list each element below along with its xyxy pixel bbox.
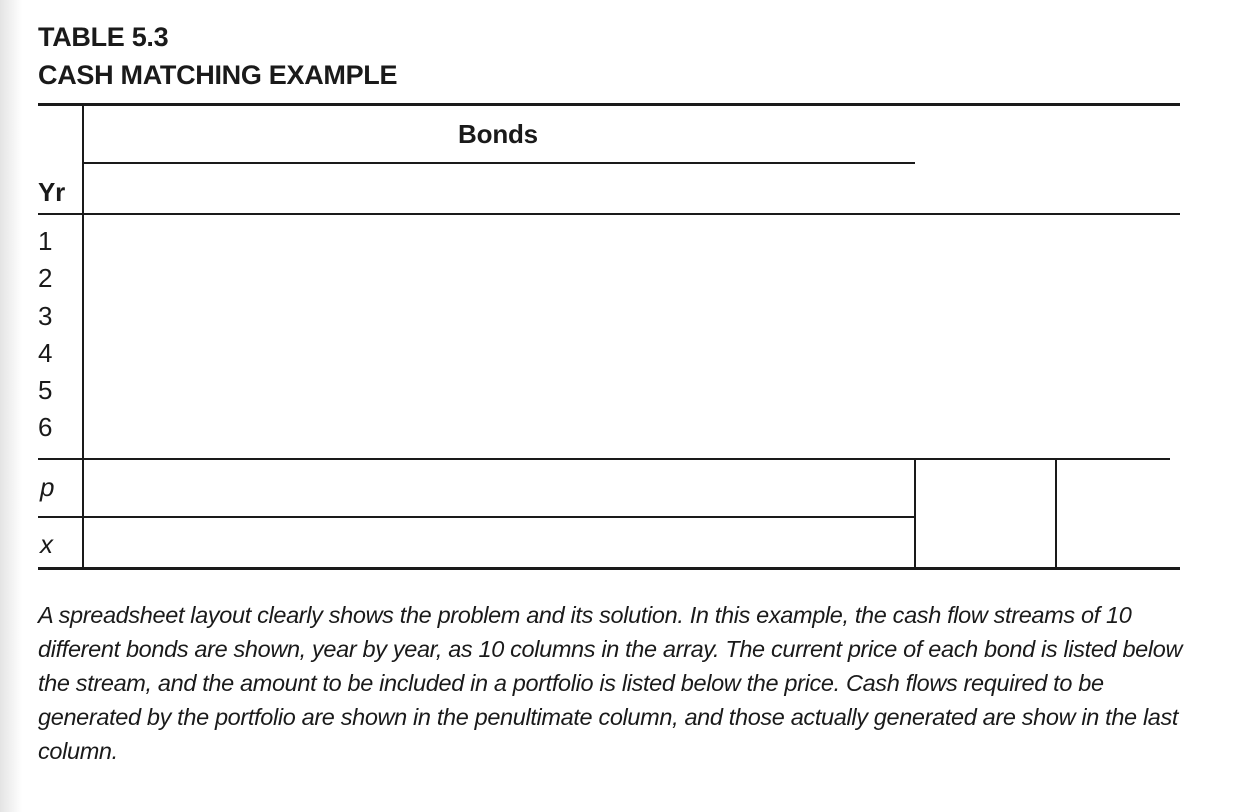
row-year: 6 <box>38 412 53 442</box>
row-year: 3 <box>38 301 53 331</box>
bonds-group-rule <box>83 162 915 164</box>
table-title: CASH MATCHING EXAMPLE <box>38 60 398 90</box>
price-row-label: p <box>40 472 55 502</box>
table-label: TABLE 5.3 <box>38 22 169 52</box>
reqd-actual-divider <box>1055 459 1057 568</box>
price-bottom-rule <box>38 516 915 518</box>
page-edge-shadow <box>0 0 22 812</box>
table-caption: A spreadsheet layout clearly shows the problem and its solution. In this example, the cash flow streams of 10 different bonds are shown, year by year, as 10 columns in the array. The current price of each bond is listed below the stream, and the amount to be included in a portfolio is listed below the price. Cash flows required to be generated by the portfolio are shown in the penultimate column, and those actually generated are show in the last column. <box>38 602 1183 764</box>
row-year: 4 <box>38 338 53 368</box>
amount-row-label: x <box>40 529 53 559</box>
yr-column-divider <box>82 104 84 568</box>
table-top-rule <box>38 103 1180 106</box>
body-bottom-rule <box>38 458 1170 460</box>
header-bottom-rule <box>38 213 1180 215</box>
bonds-group-header: Bonds <box>458 119 538 149</box>
row-year: 1 <box>38 226 53 256</box>
row-year: 5 <box>38 375 53 405</box>
table-bottom-rule <box>38 567 1180 570</box>
col-header-yr: Yr <box>38 177 66 207</box>
row-year: 2 <box>38 263 53 293</box>
bonds-reqd-divider <box>914 459 916 568</box>
